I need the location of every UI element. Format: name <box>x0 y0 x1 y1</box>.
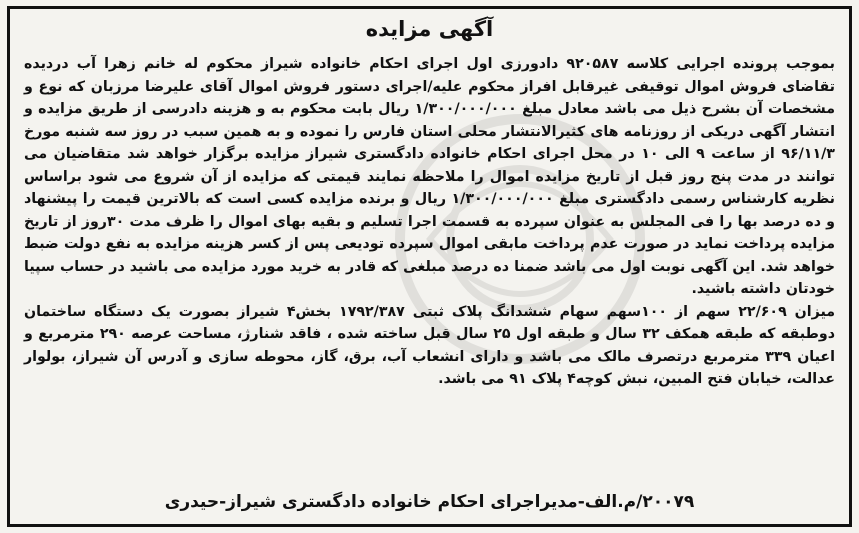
notice-paragraph-main: بموجب پرونده اجرایی کلاسه ۹۲۰۵۸۷ دادورزی اول اجرای احکام خانواده شیراز محکوم له خانم زهرا آب درديده تقاضای فروش اموال توقیفی غیرقابل افراز محکوم علیه/اجرای دستور فروش اموال آقای علیرضا مرزبان که نوع و مشخصات آن بشرح ذیل می باشد معادل مبلغ ۱/۳۰۰/۰۰۰/۰۰۰ ریال بابت محکوم به و هزینه دادرسی از طریق مزایده و انتشار آگهی دریکی از روزنامه های کثیرالانتشار محلی استان فارس را نموده و به همین سبب در روز سه شنبه مورخ ۹۶/۱۱/۳ از ساعت ۹ الی ۱۰ در محل اجرای احکام خانواده دادگستری شیراز مزایده برگزار خواهد شد متقاضیان می توانند در مدت پنج روز قبل از تاریخ مزایده اموال را ملاحظه نمایند قیمتی که مزایده از آن شروع می شود براساس نظریه کارشناس رسمی دادگستری مبلغ ۱/۳۰۰/۰۰۰/۰۰۰ ریال و برنده مزایده کسی است که بالاترین قیمت را پیشنهاد و ده درصد بها را فی المجلس به عنوان سپرده به قسمت اجرا تسلیم و بقیه بهای اموال را ظرف مدت ۳۰روز از تاریخ مزایده پرداخت نماید در صورت عدم پرداخت مابقی اموال سپرده تودیعی پس از کسر هزینه مزایده به نفع دولت ضبط خواهد شد. این آگهی نوبت اول می باشد ضمنا ده درصد مبلغی که قادر به خرید مورد مزایده می باشید در حساب سپیا خودتان داشته باشید. <box>24 56 835 297</box>
notice-frame <box>7 6 852 527</box>
notice-paragraph-property: میزان ۲۲/۶۰۹ سهم از ۱۰۰سهم سهام ششدانگ پلاک ثبتی ۱۷۹۲/۳۸۷ بخش۴ شیراز بصورت یک دستگاه ساختمان دوطبقه که طبقه همکف ۳۲ سال و طبقه اول ۲۵ سال قبل ساخته شده ، فاقد شنارژ، مساحت عرصه ۲۹۰ مترمربع و اعیان ۳۳۹ مترمربع درتصرف مالک می باشد و دارای انشعاب آب، برق، گاز، محوطه سازی و آدرس آن شیراز، بولوار عدالت، خیابان فتح المبین، نبش کوچه۴ پلاک ۹۱ می باشد. <box>24 303 836 387</box>
notice-footer-signature: ۲۰۰۷۹/م.الف-مدیراجرای احکام خانواده دادگستری شیراز-حیدری <box>164 492 695 512</box>
notice-body <box>24 53 835 391</box>
notice-title: آگهی مزایده <box>365 17 494 41</box>
